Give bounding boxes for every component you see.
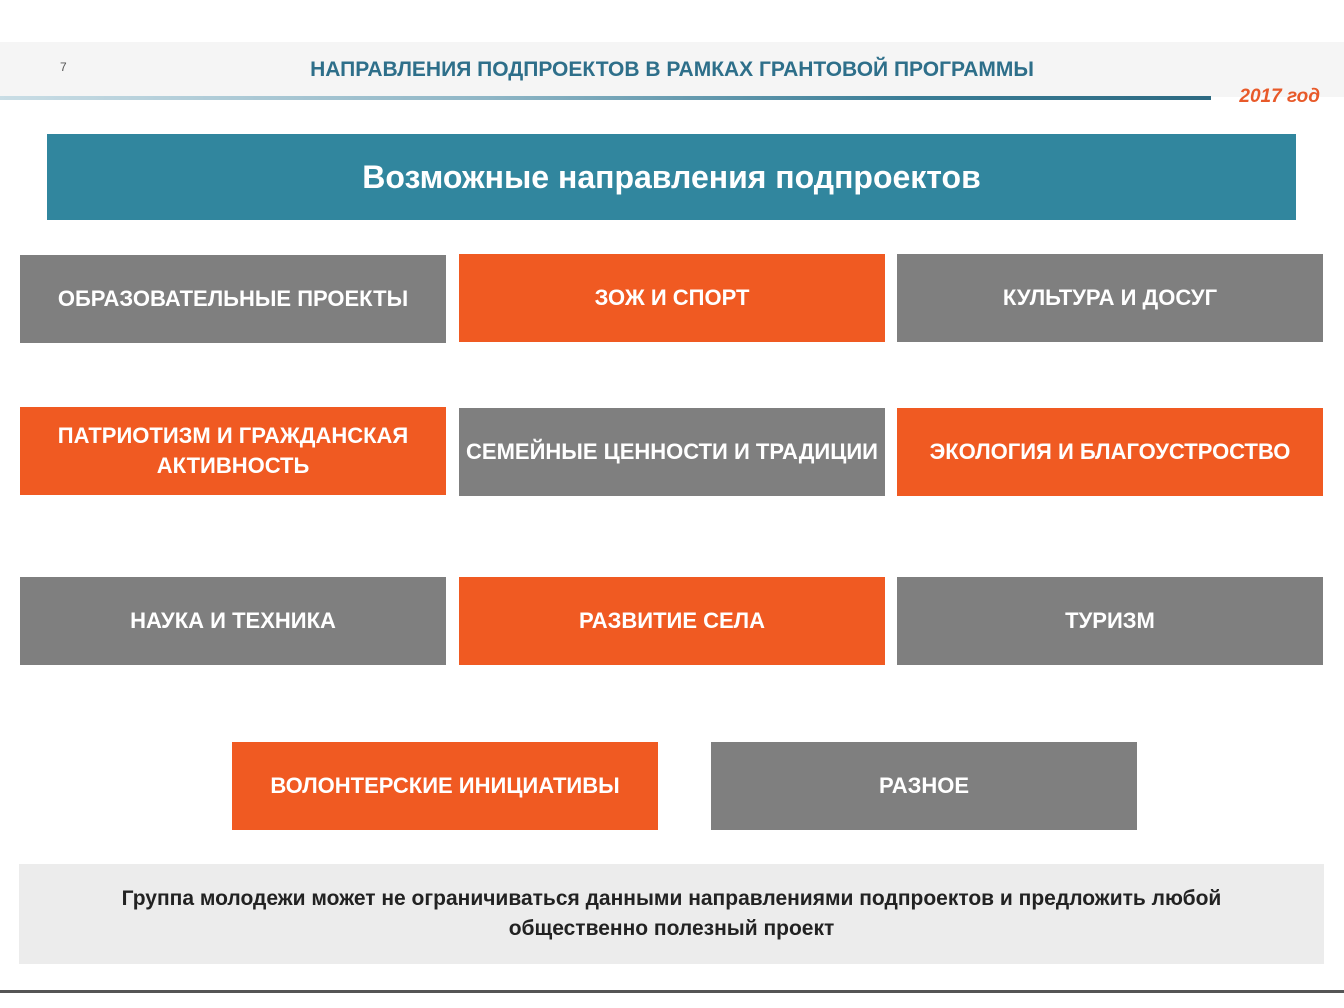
- direction-volunteer: ВОЛОНТЕРСКИЕ ИНИЦИАТИВЫ: [232, 742, 658, 830]
- direction-education: ОБРАЗОВАТЕЛЬНЫЕ ПРОЕКТЫ: [20, 255, 446, 343]
- direction-culture-leisure: КУЛЬТУРА И ДОСУГ: [897, 254, 1323, 342]
- directions-banner: Возможные направления подпроектов: [47, 134, 1296, 220]
- direction-tourism: ТУРИЗМ: [897, 577, 1323, 665]
- header-divider: [0, 96, 1211, 100]
- direction-family-values: СЕМЕЙНЫЕ ЦЕННОСТИ И ТРАДИЦИИ: [459, 408, 885, 496]
- direction-ecology: ЭКОЛОГИЯ И БЛАГОУСТРОСТВО: [897, 408, 1323, 496]
- year-label: 2017 год: [1239, 86, 1320, 107]
- direction-science-tech: НАУКА И ТЕХНИКА: [20, 577, 446, 665]
- direction-rural-development: РАЗВИТИЕ СЕЛА: [459, 577, 885, 665]
- direction-patriotism: ПАТРИОТИЗМ И ГРАЖДАНСКАЯ АКТИВНОСТЬ: [20, 407, 446, 495]
- footer-note: Группа молодежи может не ограничиваться данными направлениями подпроектов и предложить любой общественно полезный проект: [19, 864, 1324, 964]
- page-title: НАПРАВЛЕНИЯ ПОДПРОЕКТОВ В РАМКАХ ГРАНТОВОЙ ПРОГРАММЫ: [310, 58, 1034, 81]
- direction-health-sport: ЗОЖ И СПОРТ: [459, 254, 885, 342]
- direction-other: РАЗНОЕ: [711, 742, 1137, 830]
- bottom-divider: [0, 990, 1344, 993]
- slide-number: 7: [60, 60, 67, 74]
